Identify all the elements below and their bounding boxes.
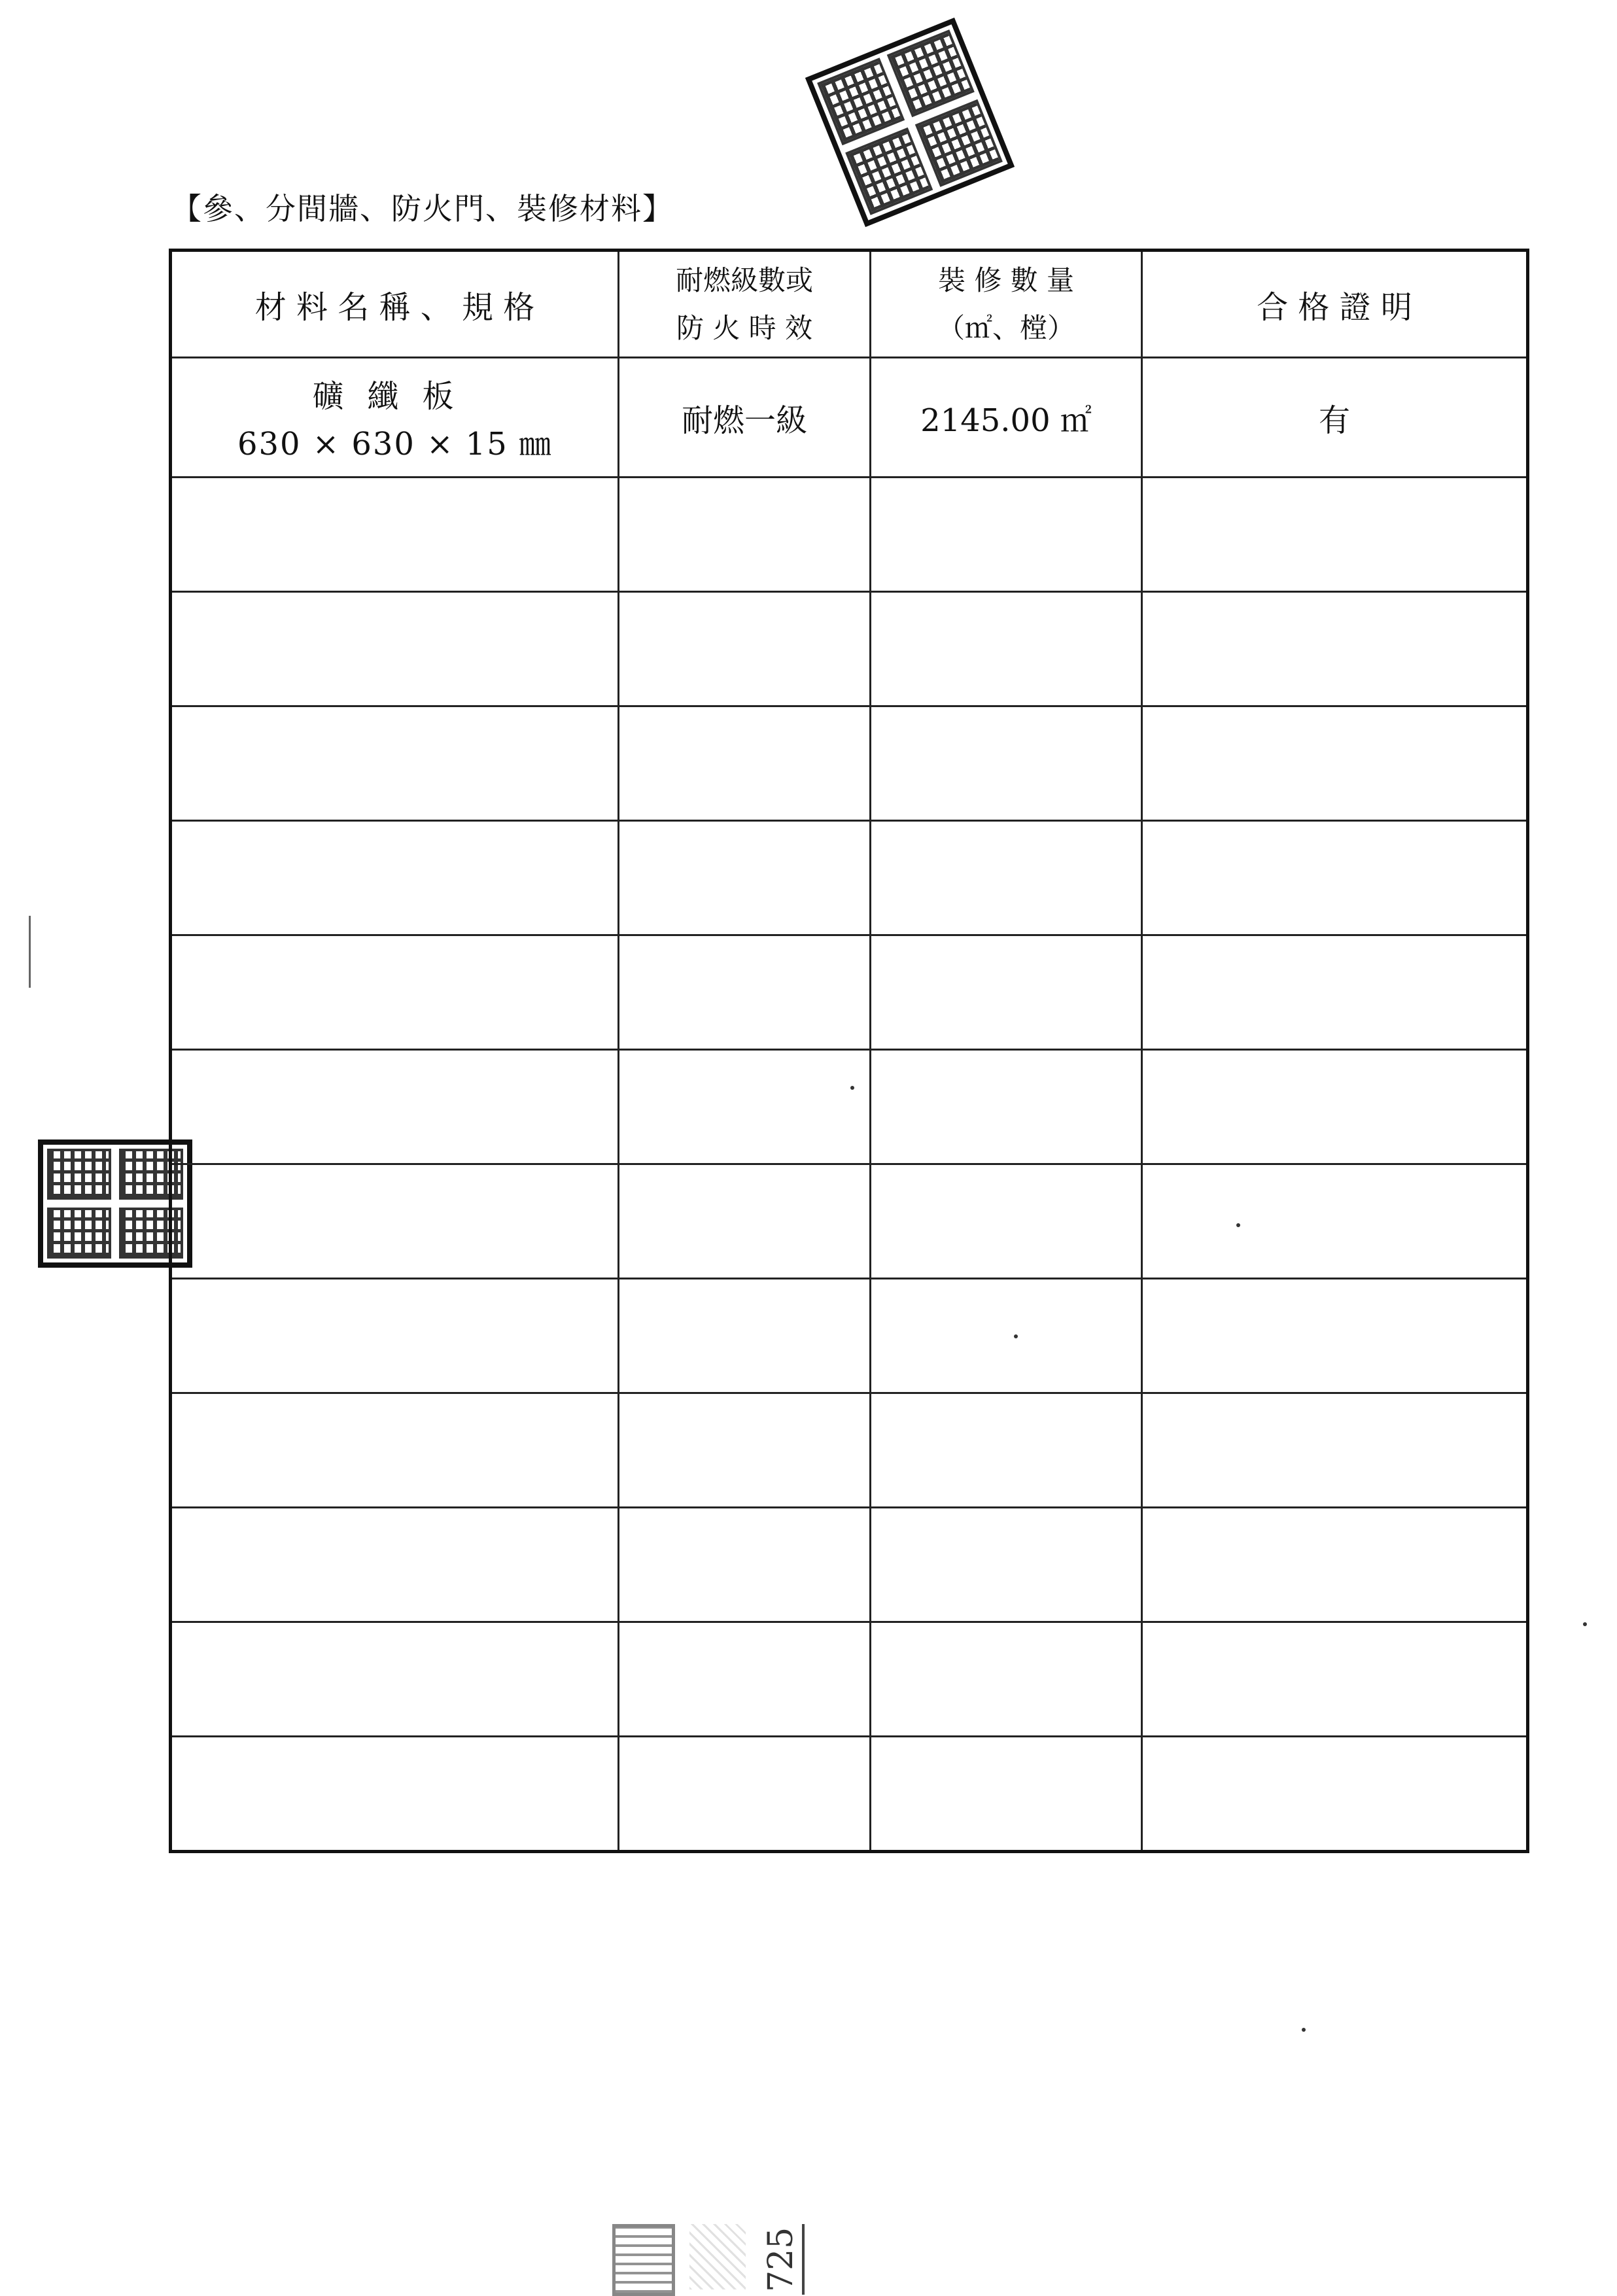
cell-quantity: [871, 478, 1142, 592]
scan-speck: [1583, 1622, 1587, 1626]
cell-certificate: [1142, 478, 1528, 592]
cell-quantity: [871, 935, 1142, 1050]
scan-edge-mark: [29, 916, 31, 988]
table-row: [171, 358, 1528, 478]
scan-speck: [1236, 1223, 1240, 1227]
cell-quantity: [871, 1393, 1142, 1508]
header-fire-rating-line1: 耐燃級數或: [675, 264, 813, 296]
table-row-empty: [171, 1164, 1528, 1279]
cell-material-name: [171, 706, 619, 821]
cell-quantity: [871, 1050, 1142, 1164]
cell-certificate: 有: [1142, 358, 1528, 478]
cell-material-name: [171, 1393, 619, 1508]
cell-certificate: [1142, 821, 1528, 935]
footer-seals: [612, 2224, 848, 2294]
table-row-empty: [171, 1622, 1528, 1737]
header-fire-rating-line2: 防 火 時 效: [676, 312, 813, 344]
cell-fire-rating: [619, 706, 871, 821]
materials-table: [169, 249, 1529, 1853]
header-material-name: [171, 251, 619, 358]
material-name: 礦纖板: [312, 378, 478, 415]
footer-seal: [612, 2224, 675, 2296]
scan-speck: [1014, 1334, 1018, 1338]
cell-quantity: [871, 821, 1142, 935]
cell-quantity: [871, 1622, 1142, 1737]
table-row-empty: [171, 592, 1528, 706]
cell-certificate: [1142, 1050, 1528, 1164]
cell-quantity: [871, 1737, 1142, 1852]
cell-certificate: [1142, 1393, 1528, 1508]
table-row-empty: [171, 1050, 1528, 1164]
cell-certificate: [1142, 1622, 1528, 1737]
cell-fire-rating: [619, 1050, 871, 1164]
seal-glyph: [47, 1149, 111, 1200]
cell-material-name: [171, 821, 619, 935]
cell-quantity: 2145.00 ㎡: [871, 358, 1142, 478]
header-certificate: [1142, 251, 1528, 358]
cell-material-name: [171, 1737, 619, 1852]
cell-certificate: [1142, 935, 1528, 1050]
header-quantity: [871, 251, 1142, 358]
cell-fire-rating: [619, 1622, 871, 1737]
cell-certificate: [1142, 1164, 1528, 1279]
header-quantity-line2: （㎡、樘）: [937, 312, 1075, 344]
cell-fire-rating: [619, 1508, 871, 1622]
cell-material-name: [171, 935, 619, 1050]
seal-glyph: [817, 58, 905, 145]
cell-fire-rating: 耐燃一級: [619, 358, 871, 478]
table-row-empty: [171, 706, 1528, 821]
cell-material-name: [171, 1508, 619, 1622]
cell-material-name: [171, 1279, 619, 1393]
cell-quantity: [871, 706, 1142, 821]
table-row-empty: [171, 1279, 1528, 1393]
cell-fire-rating: [619, 1164, 871, 1279]
cell-quantity: [871, 592, 1142, 706]
header-quantity-line1: 裝 修 數 量: [937, 264, 1075, 296]
cell-fire-rating: [619, 821, 871, 935]
cell-quantity: [871, 1164, 1142, 1279]
seal-glyph: [47, 1208, 111, 1259]
table-header-row: [171, 251, 1528, 358]
cell-quantity: [871, 1279, 1142, 1393]
header-material-name-text: 材 料 名 稱 、 規 格: [254, 288, 535, 326]
cell-material-name: [171, 1164, 619, 1279]
cell-material-name: [171, 478, 619, 592]
table-row-empty: [171, 1737, 1528, 1852]
cell-fire-rating: [619, 935, 871, 1050]
cell-certificate: [1142, 1508, 1528, 1622]
cell-fire-rating: [619, 592, 871, 706]
cell-material-name: [171, 592, 619, 706]
table-row-empty: [171, 821, 1528, 935]
page-number: 725: [760, 2224, 805, 2295]
header-fire-rating: [619, 251, 871, 358]
cell-certificate: [1142, 706, 1528, 821]
scan-speck: [850, 1086, 854, 1090]
seal-glyph: [845, 128, 933, 215]
cell-fire-rating: [619, 478, 871, 592]
cell-quantity: [871, 1508, 1142, 1622]
cell-certificate: [1142, 1279, 1528, 1393]
table-row-empty: [171, 1508, 1528, 1622]
cell-material-name: [171, 358, 619, 478]
seal-glyph: [915, 99, 1003, 187]
cell-fire-rating: [619, 1737, 871, 1852]
scan-speck: [1302, 2028, 1306, 2032]
cell-material-name: [171, 1622, 619, 1737]
cell-fire-rating: [619, 1279, 871, 1393]
section-title: 【參、分間牆、防火門、裝修材料】: [171, 191, 674, 226]
cell-material-name: [171, 1050, 619, 1164]
table-row-empty: [171, 478, 1528, 592]
table-row-empty: [171, 1393, 1528, 1508]
seal-glyph: [887, 29, 975, 117]
table-row-empty: [171, 935, 1528, 1050]
cell-certificate: [1142, 1737, 1528, 1852]
cell-certificate: [1142, 592, 1528, 706]
cell-fire-rating: [619, 1393, 871, 1508]
material-spec: 630 × 630 × 15 ㎜: [237, 426, 553, 462]
header-certificate-text: 合 格 證 明: [1257, 288, 1412, 326]
official-seal-top: [805, 18, 1015, 227]
footer-seal-faint: [689, 2224, 746, 2289]
